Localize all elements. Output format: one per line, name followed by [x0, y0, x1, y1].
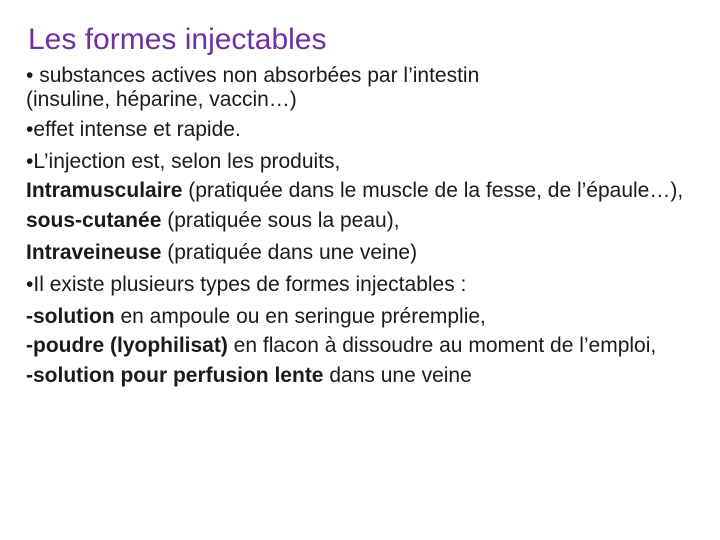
- paragraph-perfusion: [26, 361, 686, 390]
- paragraph-poudre: [26, 334, 686, 358]
- text-substances: substances actives non absorbées par l’intestin: [33, 64, 480, 87]
- paragraph-substances: [26, 64, 686, 112]
- slide-body: [26, 64, 686, 393]
- term-poudre: -poudre (lyophilisat): [26, 334, 228, 357]
- bullet-icon: •: [26, 64, 34, 87]
- paragraph-intramusculaire: [26, 179, 686, 203]
- paragraph-intraveineuse: [26, 238, 686, 267]
- text-effet: effet intense et rapide.: [33, 118, 241, 141]
- bullet-icon: •: [26, 273, 34, 296]
- paragraph-solution: [26, 302, 686, 331]
- text-sous-cutanee: (pratiquée sous la peau),: [161, 209, 400, 232]
- paragraph-types: [26, 270, 686, 299]
- paragraph-injection: [26, 147, 686, 176]
- term-solution: -solution: [26, 305, 115, 328]
- term-sous-cutanee: sous-cutanée: [26, 209, 162, 232]
- bullet-icon: •: [26, 118, 34, 141]
- paragraph-effet: [26, 115, 686, 144]
- bullet-icon: •: [26, 150, 34, 173]
- text-solution: en ampoule ou en seringue préremplie,: [114, 305, 486, 328]
- text-types: Il existe plusieurs types de formes injectables :: [33, 273, 467, 296]
- slide-title: Les formes injectables: [28, 23, 327, 56]
- text-examples: (insuline, héparine, vaccin…): [26, 88, 297, 111]
- text-intramusculaire: (pratiquée dans le muscle de la fesse, de l’épaule…),: [182, 179, 684, 202]
- text-injection: L’injection est, selon les produits,: [33, 150, 341, 173]
- term-intraveineuse: Intraveineuse: [26, 241, 162, 264]
- text-perfusion: dans une veine: [323, 364, 472, 387]
- term-intramusculaire: Intramusculaire: [26, 179, 183, 202]
- text-intraveineuse: (pratiquée dans une veine): [161, 241, 418, 264]
- term-perfusion: -solution pour perfusion lente: [26, 364, 324, 387]
- paragraph-sous-cutanee: [26, 206, 686, 235]
- text-poudre: en flacon à dissoudre au moment de l’emploi,: [227, 334, 657, 357]
